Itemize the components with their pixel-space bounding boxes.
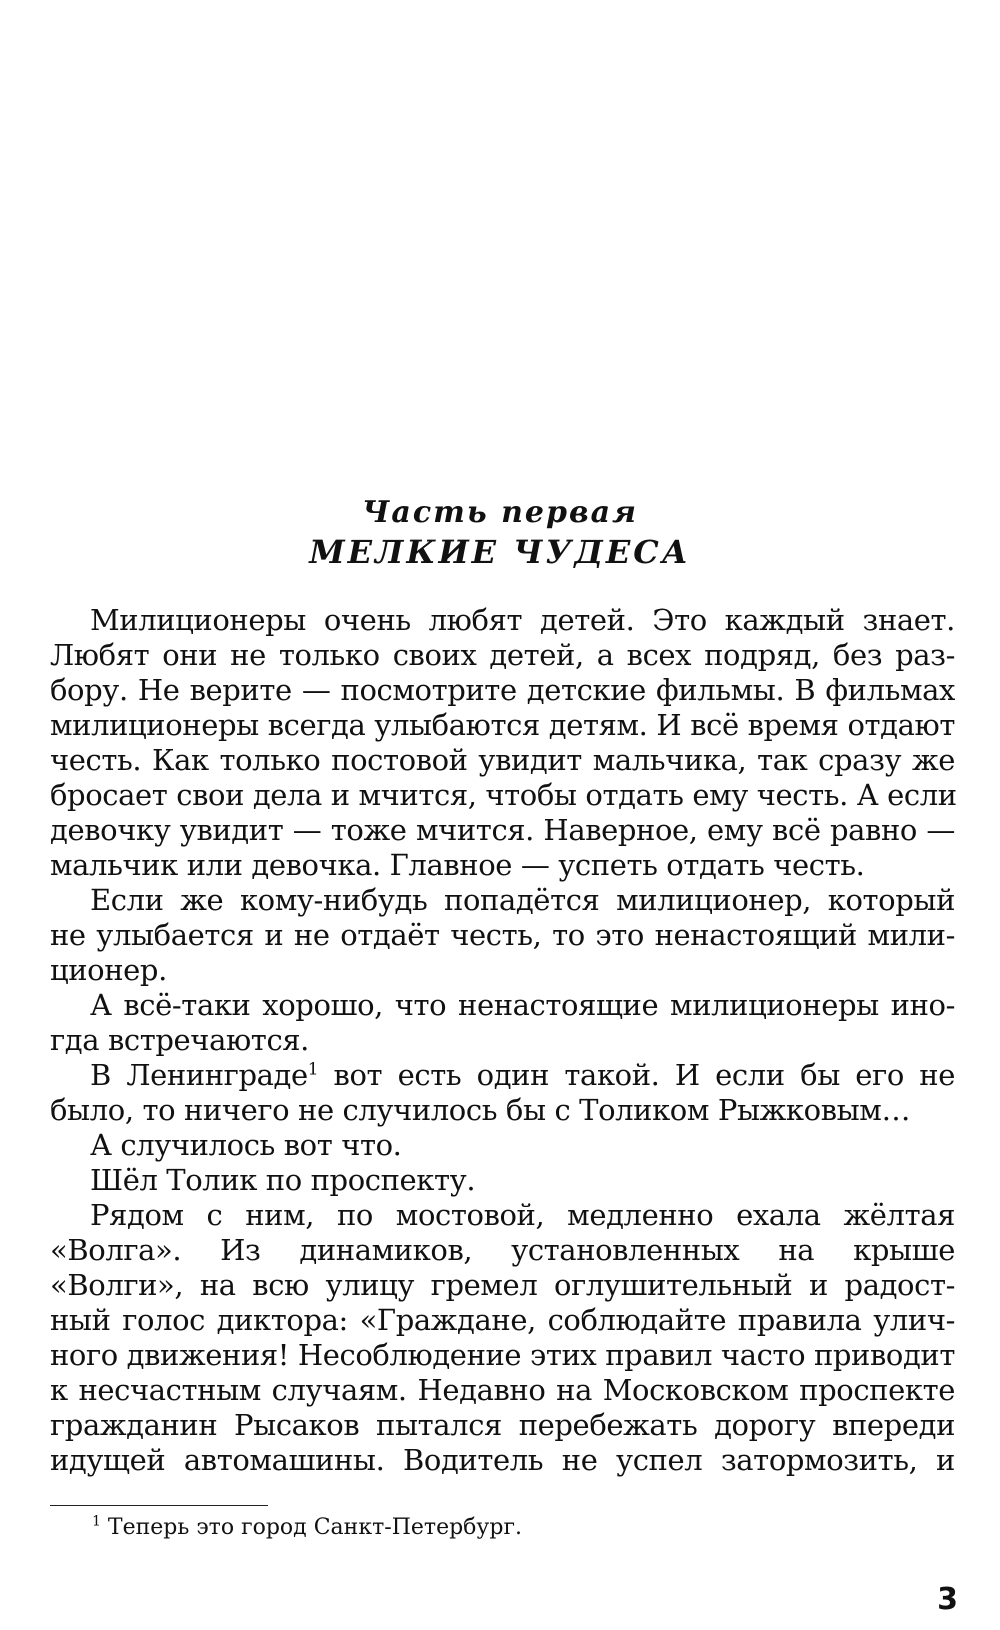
text-line: А случилось вот что.	[90, 1128, 402, 1162]
footnote-text: Теперь это город Санкт-Петербург.	[107, 1515, 522, 1540]
part-label: Часть первая	[362, 495, 638, 530]
footnote-marker: 1	[92, 1513, 101, 1530]
text-line: к несчастным случаям. Недавно на Московском проспекте	[50, 1373, 955, 1407]
text-line: «Волги», на всю улицу гремел оглушительный и радост-	[50, 1268, 955, 1302]
text-line: не улыбается и не отдаёт честь, то это ненастоящий мили-	[50, 918, 955, 952]
text-line: Рядом с ним, по мостовой, медленно ехала жёлтая	[90, 1198, 955, 1232]
text-line: идущей автомашины. Водитель не успел затормозить, и	[50, 1443, 955, 1477]
text-line: ционер.	[50, 953, 167, 987]
body-text	[50, 603, 955, 1478]
footnote-divider	[50, 1505, 268, 1506]
page-number: 3	[937, 1582, 958, 1617]
text-line: гражданин Рысаков пытался перебежать дорогу впереди	[50, 1408, 955, 1442]
footnote-ref: 1	[307, 1059, 319, 1080]
text-line: А всё-таки хорошо, что ненастоящие милиционеры ино-	[90, 988, 955, 1022]
text-line: мальчик или девочка. Главное — успеть отдать честь.	[50, 848, 865, 882]
text-line: было, то ничего не случилось бы с Толиком Рыжковым…	[50, 1093, 911, 1127]
text-line: Если же кому-нибудь попадётся милиционер, который	[90, 883, 955, 917]
text-line: ного движения! Несоблюдение этих правил часто приводит	[50, 1338, 955, 1372]
text-line: Любят они не только своих детей, а всех подряд, без раз-	[50, 638, 955, 672]
text-line: честь. Как только постовой увидит мальчика, так сразу же	[50, 743, 955, 777]
text-line: «Волга». Из динамиков, установленных на крыше	[50, 1233, 955, 1267]
text-line: бору. Не верите — посмотрите детские фильмы. В фильмах	[50, 673, 955, 707]
footnote	[92, 1513, 522, 1543]
text-line: Шёл Толик по проспекту.	[90, 1163, 476, 1197]
text-line: милиционеры всегда улыбаются детям. И всё время отдают	[50, 708, 955, 742]
text-line: Милиционеры очень любят детей. Это каждый знает.	[90, 603, 955, 637]
part-title: МЕЛКИЕ ЧУДЕСА	[309, 533, 691, 571]
text-line: ный голос диктора: «Граждане, соблюдайте правила улич-	[50, 1303, 955, 1337]
text-line: девочку увидит — тоже мчится. Наверное, ему всё равно —	[50, 813, 955, 847]
text-line: бросает свои дела и мчится, чтобы отдать ему честь. А если	[50, 778, 957, 812]
text-line: гда встречаются.	[50, 1023, 310, 1057]
text-line: В Ленинграде$^1$ вот есть один такой. И если бы его не	[90, 1058, 955, 1092]
